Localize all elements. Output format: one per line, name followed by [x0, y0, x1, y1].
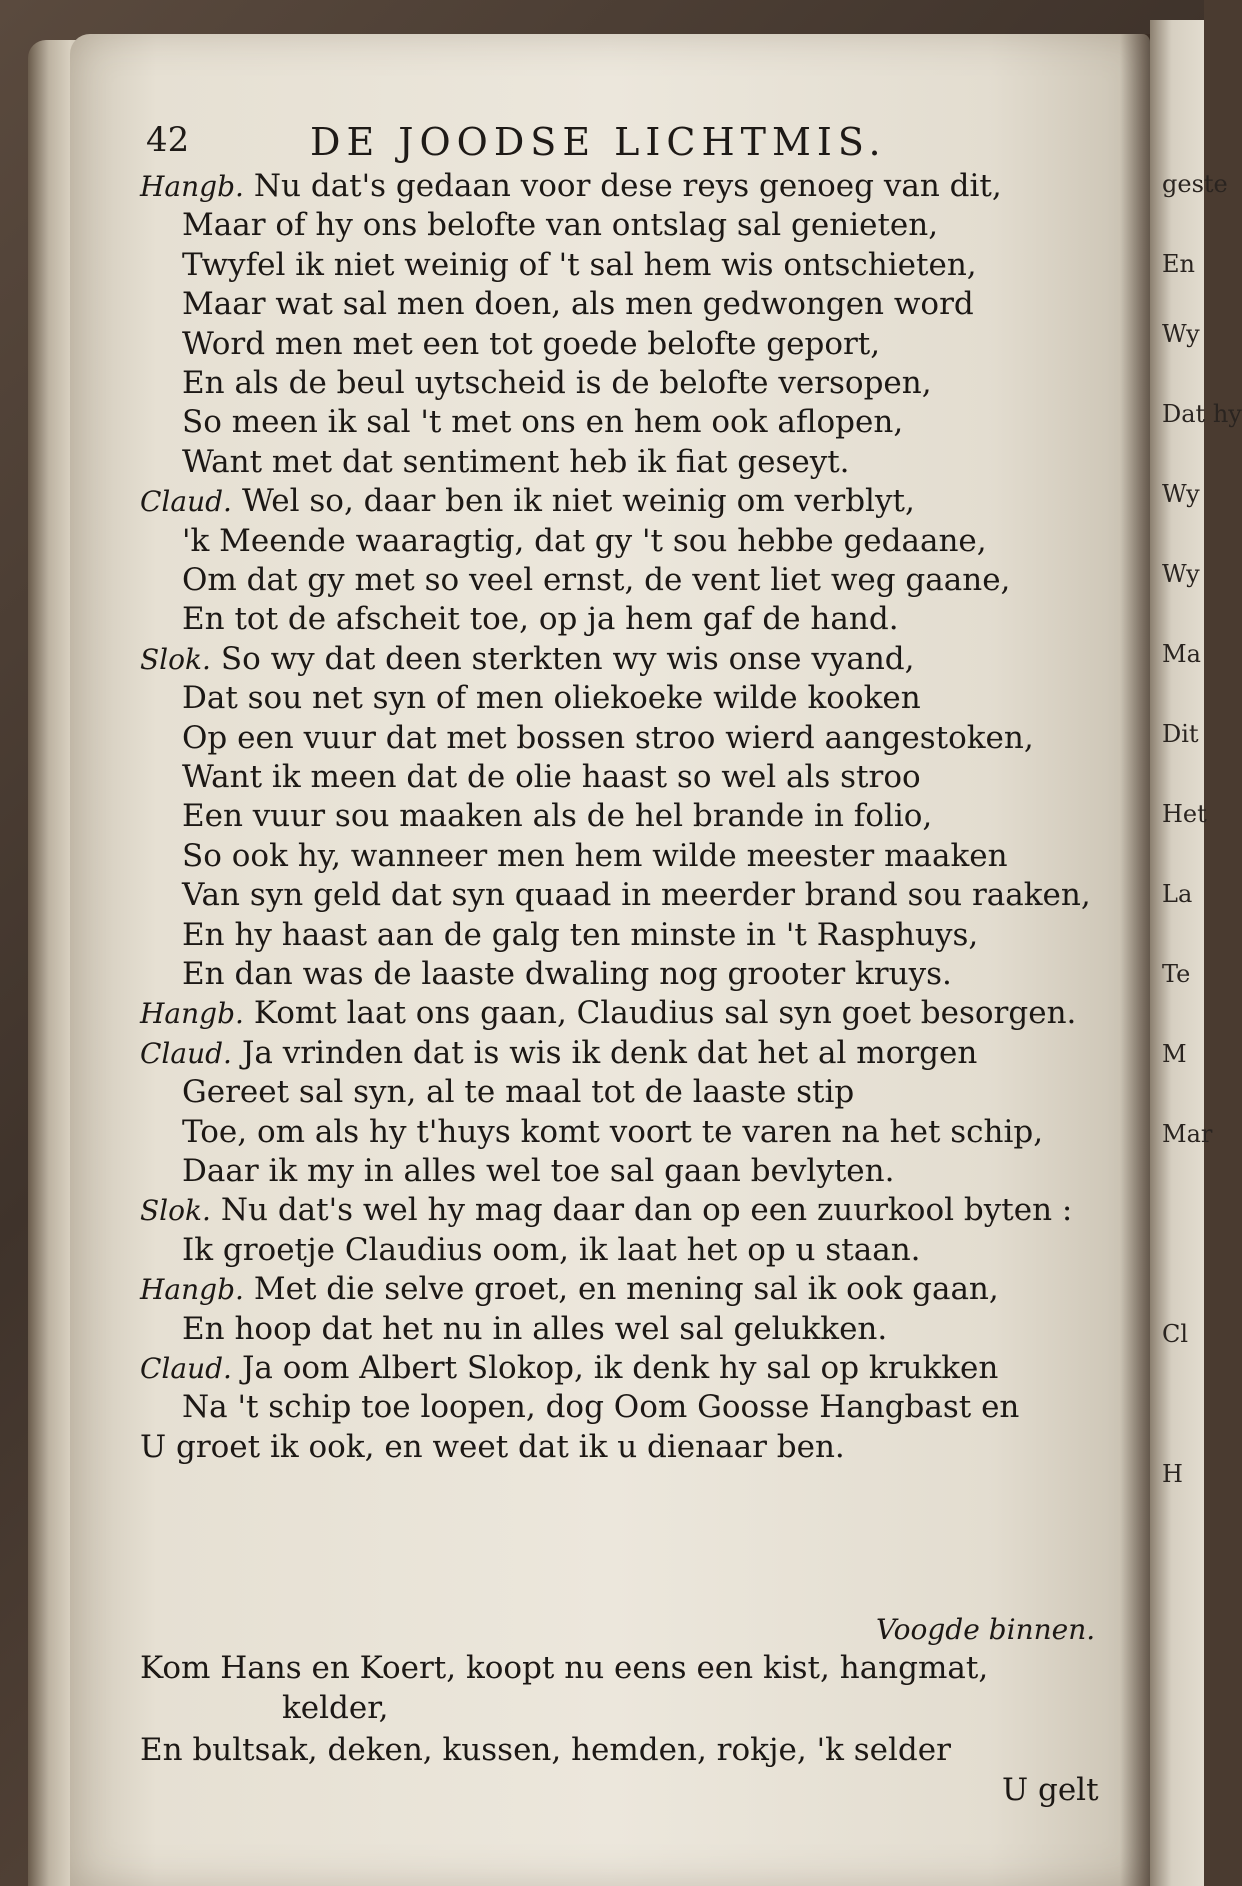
- running-title: DE JOODSE LICHTMIS.: [310, 120, 887, 164]
- catchword: U gelt: [1002, 1772, 1099, 1808]
- verse-line: [182, 1114, 1043, 1150]
- verse-line: [182, 798, 932, 834]
- verse-line: [140, 995, 1076, 1031]
- verse-line: [182, 286, 974, 322]
- stage-direction: Voogde binnen.: [876, 1613, 1096, 1646]
- verse-line: [182, 1389, 1019, 1425]
- line-text: Ja oom Albert Slokop, ik denk hy sal op krukken: [241, 1350, 999, 1386]
- line-text: So meen ik sal 't met ons en hem ook aflopen,: [182, 404, 904, 441]
- verse-line: [140, 1192, 1072, 1228]
- speaker-name: Hangb.: [140, 1273, 244, 1307]
- speaker-name: Slok.: [140, 1194, 211, 1228]
- verse-line: [140, 1271, 999, 1307]
- verse-line: [182, 404, 903, 440]
- line-text: Komt laat ons gaan, Claudius sal syn goet besorgen.: [253, 995, 1077, 1032]
- line-text: U groet ik ook, en weet dat ik u dienaar ben.: [140, 1428, 845, 1465]
- song-line: En bultsak, deken, kussen, hemden, rokje, 'k selder: [140, 1732, 951, 1768]
- facing-page-fragment: Wy: [1162, 320, 1200, 348]
- verse-line: [140, 641, 915, 677]
- speaker-name: Claud.: [140, 1352, 232, 1385]
- line-text: Van syn geld dat syn quaad in meerder brand sou raaken,: [182, 877, 1091, 914]
- facing-page-fragment: Ma: [1162, 640, 1201, 668]
- line-text: Na 't schip toe loopen, dog Oom Goosse Hangbast en: [182, 1389, 1020, 1426]
- verse-line: [182, 877, 1091, 913]
- line-text: So ook hy, wanneer men hem wilde meester maaken: [182, 837, 1008, 874]
- line-text: Gereet sal syn, al te maal tot de laaste stip: [182, 1074, 855, 1111]
- line-text: Daar ik my in alles wel toe sal gaan bevlyten.: [182, 1153, 895, 1189]
- line-text: Want ik meen dat de olie haast so wel als stroo: [182, 759, 921, 795]
- verse-line: [182, 523, 987, 559]
- verse-line: [140, 483, 915, 519]
- verse-line: [140, 168, 1002, 204]
- line-text: En dan was de laaste dwaling nog grooter kruys.: [182, 956, 952, 992]
- verse-line: [182, 1074, 854, 1110]
- line-text: En hy haast aan de galg ten minste in 't Rasphuys,: [182, 916, 979, 953]
- facing-page-fragment: geste: [1162, 170, 1228, 198]
- speaker-name: Claud.: [140, 1036, 232, 1070]
- verse-line: [182, 917, 978, 953]
- facing-page-fragment: Wy: [1162, 480, 1200, 508]
- line-text: Op een vuur dat met bossen stroo wierd aangestoken,: [182, 719, 1034, 756]
- line-text: Met die selve groet, en mening sal ik ook gaan,: [253, 1271, 999, 1308]
- facing-page-fragment: La: [1162, 880, 1193, 908]
- verse-line: [140, 1035, 977, 1071]
- facing-page-fragment: Mar: [1162, 1120, 1213, 1148]
- verse-line: [182, 562, 1010, 598]
- speaker-name: Hangb.: [140, 997, 244, 1031]
- speaker-name: Hangb.: [140, 170, 244, 203]
- line-text: Een vuur sou maaken als de hel brande in folio,: [182, 798, 933, 835]
- line-text: Ja vrinden dat is wis ik denk dat het al morgen: [241, 1034, 978, 1071]
- line-text: Nu dat's gedaan voor dese reys genoeg van dit,: [253, 168, 1002, 204]
- line-text: Om dat gy met so veel ernst, de vent liet weg gaane,: [182, 562, 1011, 598]
- verse-line: [140, 1350, 998, 1386]
- line-text: Maar of hy ons belofte van ontslag sal genieten,: [182, 207, 939, 244]
- speaker-name: Claud.: [140, 485, 232, 519]
- verse-line: [182, 444, 850, 480]
- verse-line: [182, 1232, 921, 1268]
- line-text: So wy dat deen sterkten wy wis onse vyand,: [220, 640, 915, 677]
- line-text: Toe, om als hy t'huys komt voort te varen na het schip,: [182, 1113, 1044, 1150]
- song-line: kelder,: [282, 1690, 389, 1726]
- line-text: En hoop dat het nu in alles wel sal gelukken.: [182, 1310, 888, 1347]
- line-text: Want met dat sentiment heb ik fiat geseyt.: [182, 443, 850, 480]
- facing-page-fragment: Wy: [1162, 560, 1200, 588]
- line-text: Dat sou net syn of men oliekoeke wilde kooken: [182, 680, 921, 717]
- facing-page-fragment: Te: [1162, 960, 1191, 988]
- verse-line: [182, 956, 952, 992]
- facing-page-fragment: Het: [1162, 800, 1207, 828]
- line-text: Maar wat sal men doen, als men gedwongen word: [182, 286, 974, 323]
- line-text: 'k Meende waaragtig, dat gy 't sou hebbe gedaane,: [182, 522, 987, 559]
- line-text: En tot de afscheit toe, op ja hem gaf de hand.: [182, 601, 899, 638]
- verse-line: [182, 838, 1008, 874]
- verse-line: [182, 326, 880, 362]
- line-text: Wel so, daar ben ik niet weinig om verblyt,: [241, 483, 915, 520]
- facing-page-fragment: Cl: [1162, 1320, 1189, 1348]
- verse-line: [182, 601, 899, 637]
- song-line: Kom Hans en Koert, koopt nu eens een kist, hangmat,: [140, 1650, 989, 1686]
- verse-line: [140, 1429, 845, 1465]
- line-text: Ik groetje Claudius oom, ik laat het op u staan.: [182, 1231, 921, 1268]
- line-text: Nu dat's wel hy mag daar dan op een zuurkool byten :: [220, 1192, 1073, 1229]
- facing-page-fragment: H: [1162, 1460, 1183, 1488]
- verse-line: [182, 1311, 887, 1347]
- line-text: Twyfel ik niet weinig of 't sal hem wis ontschieten,: [182, 246, 977, 283]
- verse-line: [182, 247, 977, 283]
- speaker-name: Slok.: [140, 642, 211, 676]
- verse-line: [182, 1153, 894, 1189]
- verse-line: [182, 207, 938, 243]
- line-text: Word men met een tot goede belofte geport,: [182, 325, 881, 362]
- verse-line: [182, 365, 932, 401]
- verse-line: [182, 680, 921, 716]
- line-text: En als de beul uytscheid is de belofte versopen,: [182, 365, 932, 401]
- verse-line: [182, 759, 921, 795]
- facing-page-fragment: Dit: [1162, 720, 1199, 748]
- verse-line: [182, 720, 1034, 756]
- facing-page-fragment: En: [1162, 250, 1195, 278]
- facing-page-fragment: Dat hy: [1162, 400, 1242, 428]
- page-number: 42: [146, 120, 190, 160]
- facing-page-fragment: M: [1162, 1040, 1187, 1068]
